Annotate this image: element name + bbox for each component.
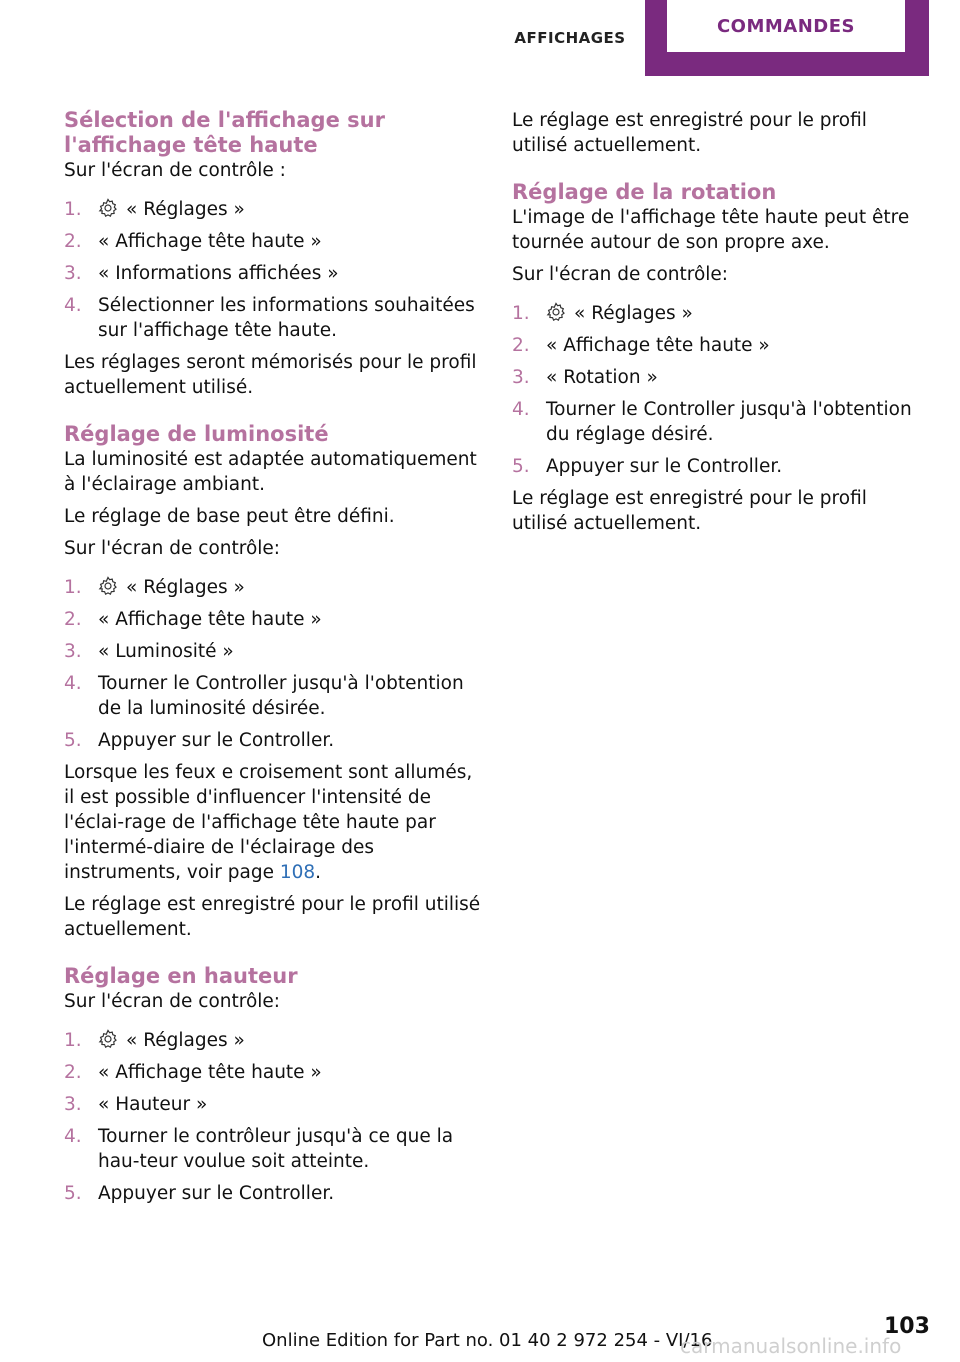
page-number: 103 [884,1314,930,1339]
step-text: Appuyer sur le Controller. [98,1183,335,1204]
note-text: Le réglage est enregistré pour le profil utilisé actuellement. [512,110,867,156]
step-number: 5. [64,730,82,751]
note-text: Les réglages seront mémorisés pour le profil actuellement utilisé. [64,352,477,398]
step-text: « Réglages » [126,199,245,220]
note-text: Le réglage est enregistré pour le profil utilisé actuellement. [512,488,867,534]
list-item [64,1124,484,1174]
list-item [64,1028,484,1053]
tab-commandes-frame [645,0,929,76]
section-title: Réglage de la rotation [512,180,777,204]
step-text: « Informations affichées » [98,263,339,284]
steps-list [64,575,484,753]
step-number: 4. [64,1126,82,1147]
right-column [512,108,927,558]
step-number: 2. [64,609,82,630]
steps-list [64,197,484,343]
list-item [512,397,927,447]
settings-gear-icon [98,198,118,218]
intro-text: Sur l'écran de contrôle: [64,991,281,1012]
page-reference-link[interactable]: 108 [279,862,316,883]
settings-gear-icon [546,302,566,322]
tab-commandes[interactable]: COMMANDES [667,0,905,52]
step-number: 3. [64,1094,82,1115]
list-item [64,1060,484,1085]
list-item [64,728,484,753]
step-text: « Réglages » [126,1030,245,1051]
header-tabs [0,0,960,80]
step-number: 5. [64,1183,82,1204]
tab-affichages[interactable]: AFFICHAGES [514,29,626,47]
intro-text: Sur l'écran de contrôle : [64,160,286,181]
list-item [64,1092,484,1117]
step-text: « Affichage tête haute » [546,335,770,356]
step-text: « Hauteur » [98,1094,208,1115]
paragraph: L'image de l'affichage tête haute peut être tournée autour de son propre axe. [512,207,910,253]
list-item [512,333,927,358]
step-text: Appuyer sur le Controller. [98,730,335,751]
step-number: 3. [512,367,530,388]
section-title: Sélection de l'affichage sur l'affichage tête haute [64,108,385,157]
section-title: Réglage de luminosité [64,422,329,446]
section-continued [512,108,927,158]
step-text: « Affichage tête haute » [98,231,322,252]
list-item [64,671,484,721]
list-item [64,607,484,632]
step-text: Tourner le Controller jusqu'à l'obtention du réglage désiré. [546,399,912,445]
step-number: 4. [64,295,82,316]
step-number: 1. [64,199,82,220]
step-number: 4. [64,673,82,694]
list-item [64,639,484,664]
step-text: « Affichage tête haute » [98,609,322,630]
intro-text: Sur l'écran de contrôle: [64,538,281,559]
list-item [64,197,484,222]
section-selection [64,108,484,400]
step-text: Appuyer sur le Controller. [546,456,783,477]
list-item [64,261,484,286]
steps-list [512,301,927,479]
step-number: 5. [512,456,530,477]
step-number: 4. [512,399,530,420]
step-number: 3. [64,263,82,284]
step-number: 2. [512,335,530,356]
step-number: 1. [512,303,530,324]
step-text: « Rotation » [546,367,658,388]
settings-gear-icon [98,576,118,596]
list-item [512,301,927,326]
step-text: Tourner le contrôleur jusqu'à ce que la hau‐teur voulue soit atteinte. [98,1126,454,1172]
step-number: 1. [64,1030,82,1051]
section-height [64,964,484,1206]
step-text: « Réglages » [126,577,245,598]
step-text: « Affichage tête haute » [98,1062,322,1083]
step-text: Sélectionner les informations souhaitées sur l'affichage tête haute. [98,295,475,341]
list-item [64,293,484,343]
section-rotation [512,180,927,536]
paragraph: La luminosité est adaptée automatiquement à l'éclairage ambiant. [64,449,477,495]
step-number: 2. [64,1062,82,1083]
section-title: Réglage en hauteur [64,964,298,988]
section-brightness [64,422,484,942]
list-item [64,575,484,600]
watermark-text: carmanualsonline.info [680,1334,902,1358]
step-number: 1. [64,577,82,598]
left-column [64,108,484,1228]
step-text: « Luminosité » [98,641,234,662]
intro-text: Sur l'écran de contrôle: [512,264,729,285]
paragraph: Le réglage de base peut être défini. [64,506,395,527]
step-number: 3. [64,641,82,662]
list-item [64,1181,484,1206]
settings-gear-icon [98,1029,118,1049]
note-text: Le réglage est enregistré pour le profil utilisé actuellement. [64,894,481,940]
edition-footer: Online Edition for Part no. 01 40 2 972 254 - VI/16 [262,1330,713,1351]
step-text: Tourner le Controller jusqu'à l'obtention de la luminosité désirée. [98,673,464,719]
note-text [64,760,484,885]
list-item [64,229,484,254]
step-text: « Réglages » [574,303,693,324]
list-item [512,454,927,479]
list-item [512,365,927,390]
step-number: 2. [64,231,82,252]
steps-list [64,1028,484,1206]
note-body: Lorsque les feux e croisement sont allumés, il est possible d'influencer l'intensité de l'éclai‐rage de l'affichage tête haute par l'intermé‐diaire de l'éclairage des instruments, voir page [64,762,473,883]
note-end: . [315,862,322,883]
